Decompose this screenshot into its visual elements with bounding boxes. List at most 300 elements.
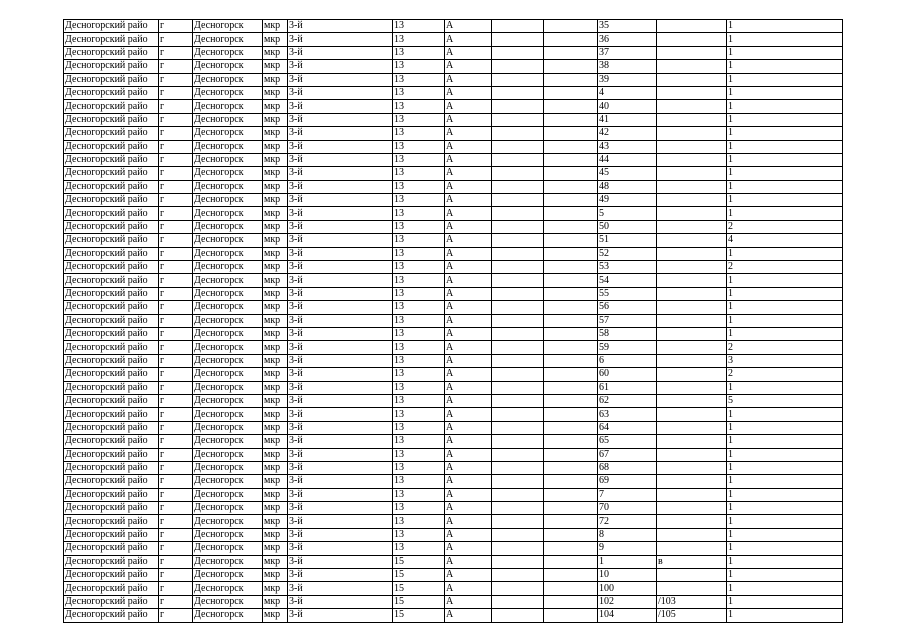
cell-settlement-type: г [159,274,193,287]
cell-blank-a [492,609,544,622]
cell-house: 13 [393,247,445,260]
cell-blank-a [492,100,544,113]
cell-blank-b [544,582,598,595]
cell-count: 1 [727,73,843,86]
cell-blank-b [544,234,598,247]
cell-street-type: мкр [263,60,288,73]
cell-blank-a [492,140,544,153]
cell-settlement: Десногорск [193,475,263,488]
cell-apartment-suffix [657,461,727,474]
cell-apartment-suffix [657,314,727,327]
cell-settlement-type: г [159,609,193,622]
cell-street: 3-й [288,528,393,541]
cell-street-type: мкр [263,153,288,166]
cell-house: 13 [393,20,445,33]
cell-settlement-type: г [159,113,193,126]
cell-street-type: мкр [263,140,288,153]
cell-district: Десногорский райо [64,595,159,608]
table-row [64,234,843,247]
cell-settlement: Десногорск [193,167,263,180]
cell-settlement: Десногорск [193,327,263,340]
cell-street-type: мкр [263,100,288,113]
cell-house: 13 [393,381,445,394]
cell-house: 13 [393,408,445,421]
cell-street: 3-й [288,153,393,166]
cell-apartment: 100 [598,582,657,595]
cell-apartment: 8 [598,528,657,541]
cell-count: 1 [727,475,843,488]
cell-count: 2 [727,261,843,274]
cell-blank-a [492,354,544,367]
cell-district: Десногорский райо [64,461,159,474]
table-row [64,502,843,515]
cell-district: Десногорский райо [64,354,159,367]
cell-apartment-suffix [657,475,727,488]
cell-count: 5 [727,394,843,407]
cell-letter: А [445,207,492,220]
cell-settlement: Десногорск [193,140,263,153]
cell-blank-b [544,421,598,434]
cell-blank-a [492,127,544,140]
cell-letter: А [445,582,492,595]
cell-letter: А [445,515,492,528]
cell-blank-a [492,341,544,354]
cell-house: 13 [393,354,445,367]
cell-count: 1 [727,20,843,33]
cell-settlement: Десногорск [193,528,263,541]
cell-settlement: Десногорск [193,261,263,274]
cell-count: 1 [727,582,843,595]
table-row [64,140,843,153]
cell-house: 13 [393,73,445,86]
table-row [64,314,843,327]
cell-blank-a [492,394,544,407]
cell-settlement-type: г [159,20,193,33]
cell-district: Десногорский райо [64,609,159,622]
cell-letter: А [445,381,492,394]
cell-street: 3-й [288,113,393,126]
cell-letter: А [445,234,492,247]
cell-apartment-suffix [657,73,727,86]
cell-house: 13 [393,515,445,528]
cell-blank-b [544,609,598,622]
cell-street: 3-й [288,167,393,180]
cell-house: 13 [393,341,445,354]
cell-apartment: 49 [598,194,657,207]
cell-settlement-type: г [159,60,193,73]
cell-settlement: Десногорск [193,86,263,99]
cell-apartment: 68 [598,461,657,474]
cell-district: Десногорский райо [64,33,159,46]
cell-settlement-type: г [159,381,193,394]
cell-blank-a [492,569,544,582]
cell-apartment-suffix [657,46,727,59]
cell-street-type: мкр [263,461,288,474]
cell-street: 3-й [288,234,393,247]
cell-street-type: мкр [263,247,288,260]
table-row [64,381,843,394]
cell-settlement: Десногорск [193,247,263,260]
cell-settlement: Десногорск [193,595,263,608]
cell-house: 15 [393,555,445,568]
cell-settlement-type: г [159,127,193,140]
cell-settlement-type: г [159,435,193,448]
cell-apartment-suffix [657,542,727,555]
cell-apartment-suffix [657,234,727,247]
table-row [64,301,843,314]
cell-street-type: мкр [263,542,288,555]
cell-count: 1 [727,609,843,622]
table-row [64,475,843,488]
cell-count: 1 [727,60,843,73]
cell-blank-b [544,341,598,354]
cell-street: 3-й [288,582,393,595]
cell-settlement-type: г [159,595,193,608]
cell-blank-b [544,140,598,153]
table-row [64,100,843,113]
cell-street-type: мкр [263,368,288,381]
cell-street-type: мкр [263,341,288,354]
cell-settlement: Десногорск [193,73,263,86]
cell-district: Десногорский райо [64,394,159,407]
cell-apartment-suffix [657,167,727,180]
cell-count: 4 [727,234,843,247]
cell-blank-a [492,528,544,541]
cell-apartment: 44 [598,153,657,166]
cell-blank-b [544,327,598,340]
cell-settlement: Десногорск [193,100,263,113]
cell-street-type: мкр [263,261,288,274]
cell-street: 3-й [288,354,393,367]
cell-count: 1 [727,569,843,582]
cell-district: Десногорский райо [64,194,159,207]
table-row [64,341,843,354]
cell-settlement: Десногорск [193,368,263,381]
cell-house: 13 [393,448,445,461]
cell-district: Десногорский райо [64,60,159,73]
cell-apartment-suffix [657,100,727,113]
cell-district: Десногорский райо [64,528,159,541]
cell-street-type: мкр [263,595,288,608]
cell-settlement-type: г [159,515,193,528]
cell-count: 2 [727,368,843,381]
cell-street: 3-й [288,502,393,515]
cell-street: 3-й [288,515,393,528]
cell-street-type: мкр [263,167,288,180]
table-row [64,542,843,555]
table-row [64,327,843,340]
table-row [64,167,843,180]
cell-apartment: 104 [598,609,657,622]
cell-district: Десногорский райо [64,301,159,314]
cell-apartment: 42 [598,127,657,140]
cell-letter: А [445,100,492,113]
cell-blank-b [544,488,598,501]
cell-blank-b [544,542,598,555]
cell-settlement: Десногорск [193,234,263,247]
cell-district: Десногорский райо [64,448,159,461]
cell-blank-b [544,153,598,166]
cell-settlement-type: г [159,234,193,247]
cell-street: 3-й [288,20,393,33]
cell-street-type: мкр [263,73,288,86]
cell-apartment-suffix [657,327,727,340]
cell-apartment: 5 [598,207,657,220]
cell-house: 13 [393,488,445,501]
cell-house: 15 [393,582,445,595]
cell-street: 3-й [288,542,393,555]
cell-settlement-type: г [159,220,193,233]
cell-count: 1 [727,381,843,394]
cell-blank-a [492,234,544,247]
cell-house: 13 [393,100,445,113]
cell-count: 1 [727,274,843,287]
table-row [64,515,843,528]
cell-blank-b [544,274,598,287]
cell-blank-a [492,287,544,300]
cell-settlement-type: г [159,461,193,474]
table-row [64,488,843,501]
cell-apartment-suffix: /103 [657,595,727,608]
cell-house: 13 [393,33,445,46]
cell-letter: А [445,421,492,434]
cell-settlement: Десногорск [193,488,263,501]
cell-apartment: 1 [598,555,657,568]
cell-street-type: мкр [263,301,288,314]
cell-settlement: Десногорск [193,274,263,287]
cell-district: Десногорский райо [64,234,159,247]
cell-blank-b [544,180,598,193]
cell-blank-a [492,60,544,73]
cell-street: 3-й [288,220,393,233]
cell-blank-a [492,73,544,86]
cell-blank-a [492,515,544,528]
cell-apartment: 59 [598,341,657,354]
table-row [64,153,843,166]
cell-blank-a [492,46,544,59]
table-row [64,261,843,274]
cell-letter: А [445,488,492,501]
cell-blank-b [544,394,598,407]
cell-letter: А [445,46,492,59]
cell-blank-a [492,448,544,461]
cell-house: 13 [393,502,445,515]
cell-street-type: мкр [263,515,288,528]
cell-blank-a [492,247,544,260]
cell-street: 3-й [288,140,393,153]
cell-street: 3-й [288,569,393,582]
cell-street-type: мкр [263,274,288,287]
cell-district: Десногорский райо [64,515,159,528]
cell-house: 13 [393,207,445,220]
cell-count: 1 [727,100,843,113]
cell-letter: А [445,609,492,622]
cell-house: 13 [393,287,445,300]
cell-street-type: мкр [263,569,288,582]
cell-house: 13 [393,60,445,73]
cell-count: 1 [727,153,843,166]
cell-apartment: 35 [598,20,657,33]
cell-letter: А [445,542,492,555]
cell-blank-a [492,461,544,474]
cell-blank-a [492,595,544,608]
cell-apartment: 37 [598,46,657,59]
cell-letter: А [445,20,492,33]
cell-blank-a [492,20,544,33]
cell-street: 3-й [288,461,393,474]
cell-street: 3-й [288,368,393,381]
cell-count: 1 [727,46,843,59]
cell-blank-b [544,515,598,528]
cell-settlement-type: г [159,368,193,381]
cell-blank-b [544,502,598,515]
table-row [64,73,843,86]
cell-apartment: 60 [598,368,657,381]
cell-apartment-suffix [657,408,727,421]
cell-house: 13 [393,86,445,99]
cell-house: 13 [393,327,445,340]
cell-apartment-suffix [657,421,727,434]
cell-blank-a [492,220,544,233]
cell-district: Десногорский райо [64,261,159,274]
cell-count: 1 [727,287,843,300]
cell-letter: А [445,86,492,99]
cell-settlement-type: г [159,475,193,488]
cell-apartment-suffix [657,247,727,260]
cell-house: 13 [393,220,445,233]
cell-letter: А [445,595,492,608]
cell-settlement-type: г [159,488,193,501]
table-row [64,207,843,220]
cell-apartment-suffix [657,261,727,274]
cell-blank-b [544,301,598,314]
cell-district: Десногорский райо [64,127,159,140]
cell-apartment-suffix [657,368,727,381]
cell-count: 1 [727,247,843,260]
cell-settlement-type: г [159,167,193,180]
cell-settlement-type: г [159,421,193,434]
cell-district: Десногорский райо [64,220,159,233]
cell-count: 1 [727,502,843,515]
cell-apartment-suffix [657,515,727,528]
cell-district: Десногорский райо [64,140,159,153]
cell-blank-b [544,86,598,99]
table-row [64,421,843,434]
cell-street-type: мкр [263,234,288,247]
cell-street: 3-й [288,207,393,220]
cell-apartment: 54 [598,274,657,287]
cell-house: 13 [393,435,445,448]
cell-settlement-type: г [159,194,193,207]
cell-settlement-type: г [159,542,193,555]
cell-house: 13 [393,46,445,59]
cell-district: Десногорский райо [64,73,159,86]
cell-street: 3-й [288,180,393,193]
cell-blank-b [544,461,598,474]
cell-street-type: мкр [263,448,288,461]
cell-house: 13 [393,542,445,555]
cell-apartment: 51 [598,234,657,247]
cell-street-type: мкр [263,33,288,46]
cell-apartment-suffix [657,488,727,501]
cell-settlement: Десногорск [193,46,263,59]
cell-count: 1 [727,207,843,220]
cell-street: 3-й [288,595,393,608]
table-row [64,274,843,287]
cell-blank-b [544,127,598,140]
cell-count: 2 [727,220,843,233]
cell-letter: А [445,327,492,340]
cell-street-type: мкр [263,113,288,126]
cell-apartment: 69 [598,475,657,488]
cell-settlement-type: г [159,394,193,407]
cell-house: 13 [393,194,445,207]
cell-settlement-type: г [159,140,193,153]
cell-apartment: 102 [598,595,657,608]
cell-letter: А [445,274,492,287]
cell-count: 1 [727,408,843,421]
cell-count: 1 [727,33,843,46]
cell-apartment: 72 [598,515,657,528]
cell-district: Десногорский райо [64,247,159,260]
cell-count: 1 [727,595,843,608]
cell-district: Десногорский райо [64,314,159,327]
cell-street: 3-й [288,60,393,73]
cell-district: Десногорский райо [64,153,159,166]
cell-blank-a [492,488,544,501]
cell-settlement-type: г [159,46,193,59]
cell-letter: А [445,153,492,166]
cell-district: Десногорский райо [64,341,159,354]
cell-district: Десногорский райо [64,368,159,381]
cell-settlement: Десногорск [193,555,263,568]
cell-house: 13 [393,113,445,126]
cell-letter: А [445,73,492,86]
table-row [64,220,843,233]
cell-blank-a [492,421,544,434]
cell-blank-b [544,60,598,73]
cell-letter: А [445,194,492,207]
cell-blank-a [492,542,544,555]
cell-street-type: мкр [263,528,288,541]
cell-blank-b [544,46,598,59]
cell-settlement-type: г [159,354,193,367]
cell-count: 1 [727,127,843,140]
cell-blank-b [544,354,598,367]
cell-settlement-type: г [159,207,193,220]
table-row [64,287,843,300]
cell-count: 1 [727,528,843,541]
cell-apartment-suffix [657,113,727,126]
cell-blank-b [544,368,598,381]
address-table [63,19,843,623]
cell-letter: А [445,60,492,73]
cell-apartment: 67 [598,448,657,461]
cell-street-type: мкр [263,194,288,207]
cell-blank-a [492,301,544,314]
cell-apartment: 4 [598,86,657,99]
cell-district: Десногорский райо [64,46,159,59]
cell-settlement: Десногорск [193,180,263,193]
table-row [64,194,843,207]
cell-blank-a [492,153,544,166]
cell-settlement-type: г [159,73,193,86]
cell-count: 1 [727,542,843,555]
cell-street: 3-й [288,86,393,99]
cell-district: Десногорский райо [64,502,159,515]
cell-apartment: 53 [598,261,657,274]
table-row [64,180,843,193]
